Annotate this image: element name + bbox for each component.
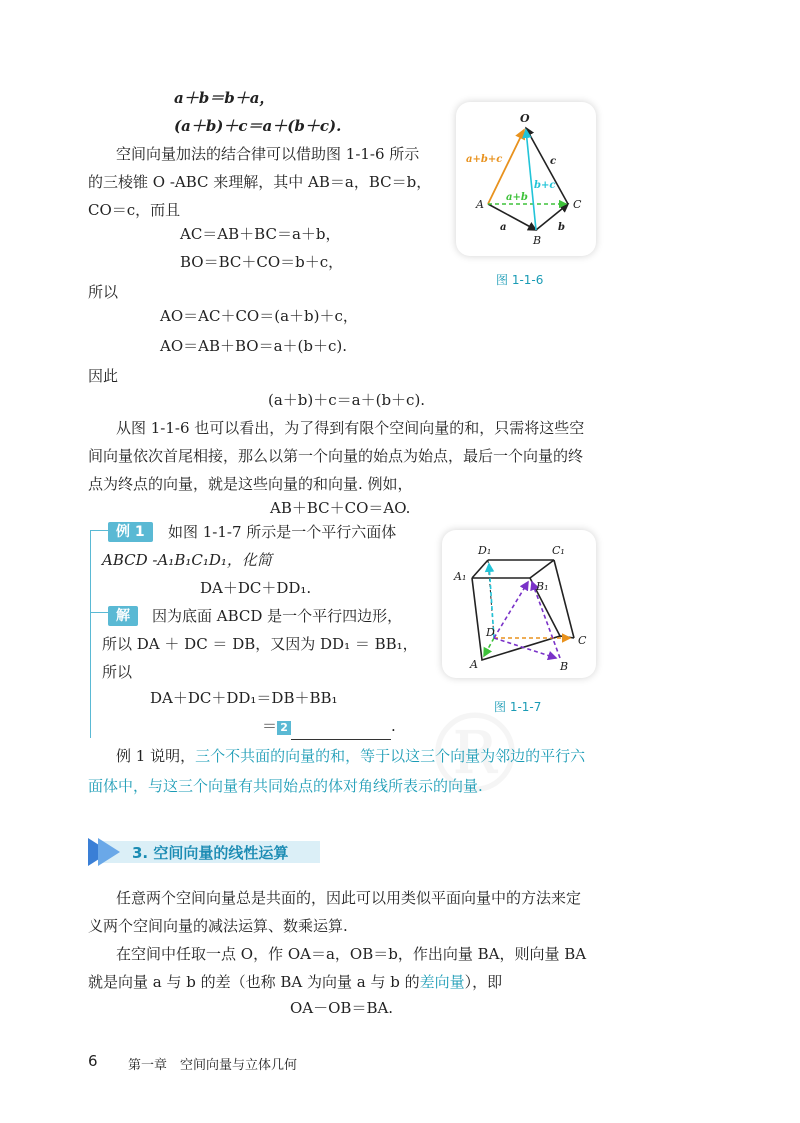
equation: AO＝AC＋CO＝(a＋b)＋c， (160, 307, 358, 325)
paragraph-line: 就是向量 a 与 b 的差（也称 BA 为向量 a 与 b 的差向量），即 (88, 973, 503, 991)
example-tag: 例 1 (108, 522, 153, 542)
paragraph-line: CO＝c，而且 (88, 201, 181, 219)
label-A: A (470, 658, 478, 671)
label-b-plus-c: b+c (534, 180, 556, 191)
label-a-plus-b-plus-c: a+b+c (466, 154, 503, 165)
paragraph-line: 间向量依次首尾相接，那么以第一个向量的始点为始点，最后一个向量的终 (88, 447, 584, 465)
formula-commutative: a＋b＝b＋a， (174, 89, 275, 107)
equation: BO＝BC＋CO＝b＋c， (180, 253, 344, 271)
solution-line: 因为底面 ABCD 是一个平行四边形， (152, 607, 403, 625)
example-line: ABCD -A₁B₁C₁D₁，化简 (102, 551, 272, 569)
section-title: 3. 空间向量的线性运算 (132, 844, 289, 862)
equation: AC＝AB＋BC＝a＋b， (180, 225, 341, 243)
label-B: B (533, 234, 542, 247)
tetrahedron-diagram (456, 102, 596, 256)
label-c: c (550, 156, 557, 167)
solution-answer-line: ＝ 2 . (262, 712, 396, 740)
label-A1: A₁ (454, 570, 467, 583)
label-a: a (500, 222, 507, 233)
equation: (a＋b)＋c＝a＋(b＋c). (268, 391, 426, 409)
label-A: A (476, 198, 484, 211)
example-line: 如图 1-1-7 所示是一个平行六面体 (168, 523, 397, 541)
label-B: B (560, 660, 569, 673)
chapter-title: 第一章 空间向量与立体几何 (128, 1058, 298, 1073)
caption-1-1-7: 图 1-1-7 (494, 700, 542, 714)
section-header (88, 838, 320, 866)
paragraph-line: 任意两个空间向量总是共面的，因此可以用类似平面向量中的方法来定 (116, 889, 582, 907)
equation: AO＝AB＋BO＝a＋(b＋c). (160, 337, 348, 355)
label-B1: B₁ (536, 580, 549, 593)
remark-line: 例 1 说明，三个不共面的向量的和，等于以这三个向量为邻边的平行六 (116, 747, 586, 765)
solution-tag: 解 (108, 606, 138, 626)
figure-1-1-7 (442, 530, 596, 678)
paragraph-line: 的三棱锥 O -ABC 来理解，其中 AB＝a，BC＝b， (88, 173, 432, 191)
text-therefore: 因此 (88, 367, 119, 385)
label-b: b (558, 222, 565, 233)
formula-associative: (a＋b)＋c＝a＋(b＋c). (174, 117, 342, 135)
example-bracket (90, 530, 91, 738)
label-D1: D₁ (478, 544, 492, 557)
parallelepiped-diagram (442, 530, 596, 678)
paragraph-line: 点为终点的向量，就是这些向量的和向量. 例如， (88, 475, 413, 493)
label-O: O (520, 112, 530, 125)
label-C: C (573, 198, 582, 211)
label-a-plus-b: a+b (506, 192, 528, 203)
paragraph-line: 从图 1-1-6 也可以看出，为了得到有限个空间向量的和，只需将这些空 (116, 419, 585, 437)
solution-equation: DA＋DC＋DD₁＝DB＋BB₁ (150, 689, 338, 707)
highlight-text: 三个不共面的向量的和，等于以这三个向量为邻边的平行六 (195, 747, 586, 765)
equation: OA－OB＝BA. (290, 999, 394, 1017)
paragraph-line: 在空间中任取一点 O，作 OA＝a，OB＝b，作出向量 BA，则向量 BA (116, 945, 587, 963)
paragraph-line: 空间向量加法的结合律可以借助图 1-1-6 所示 (116, 145, 420, 163)
remark-line-highlight: 面体中，与这三个向量有共同始点的体对角线所表示的向量. (88, 777, 483, 795)
equation: AB＋BC＋CO＝AO. (270, 499, 411, 517)
solution-line: 所以 DA ＋ DC ＝ DB，又因为 DD₁ ＝ BB₁， (102, 635, 418, 653)
solution-line: 所以 (102, 663, 133, 681)
figure-1-1-6 (456, 102, 596, 256)
text-so: 所以 (88, 283, 119, 301)
label-D: D (486, 626, 495, 639)
example-expression: DA＋DC＋DD₁. (200, 579, 312, 597)
label-C1: C₁ (552, 544, 565, 557)
answer-blank[interactable] (291, 723, 391, 740)
blank-number: 2 (277, 721, 291, 735)
page-number: 6 (88, 1052, 98, 1070)
label-C: C (578, 634, 587, 647)
term-difference-vector: 差向量 (419, 973, 465, 991)
paragraph-line: 义两个空间向量的减法运算、数乘运算. (88, 917, 348, 935)
caption-1-1-6: 图 1-1-6 (496, 273, 544, 287)
